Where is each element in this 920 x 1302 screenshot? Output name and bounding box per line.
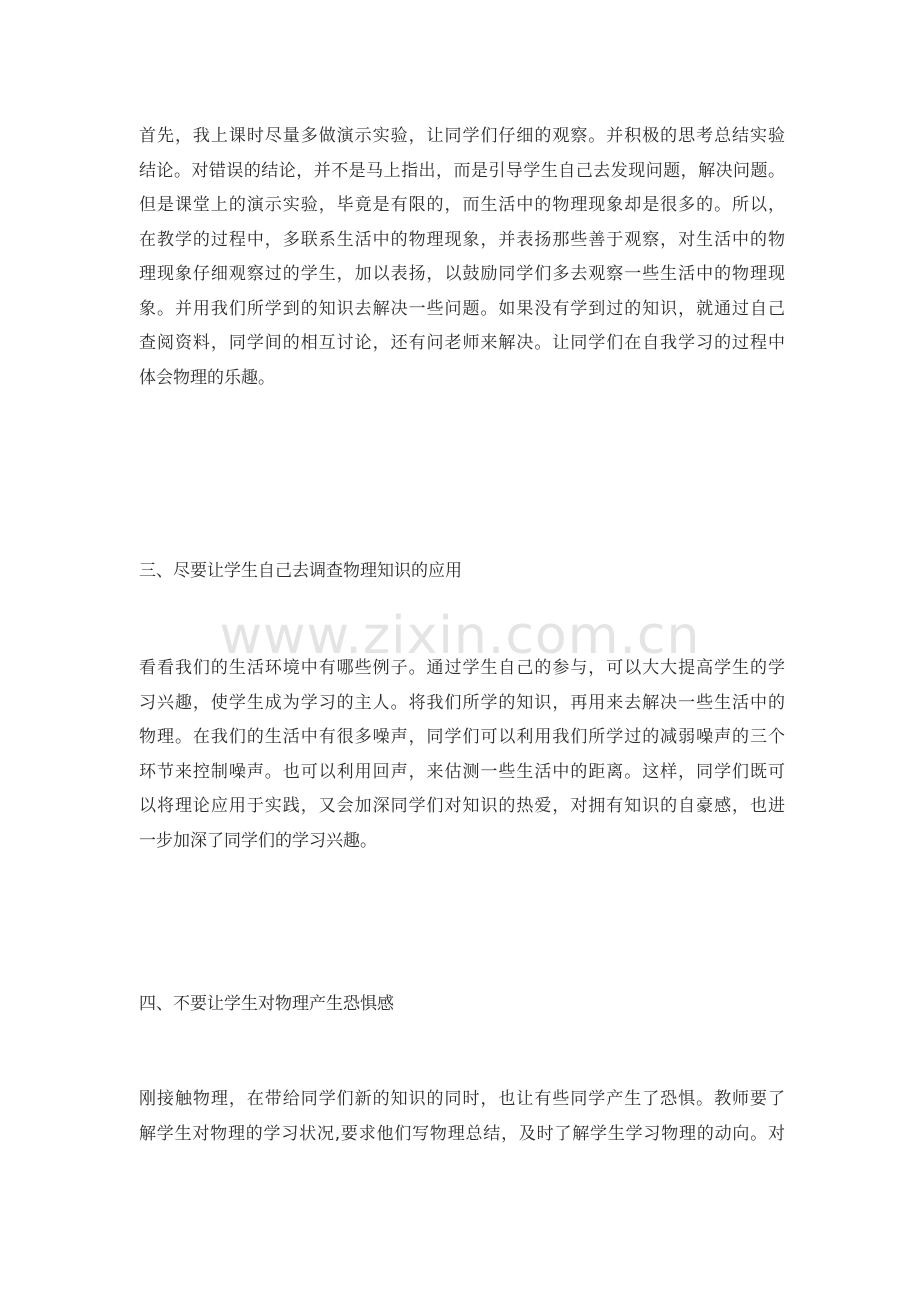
- section-heading-3: [139, 554, 785, 589]
- text-line: 以将理论应用于实践，又会加深同学们对知识的热爱，对拥有知识的自豪感，也进: [139, 796, 785, 816]
- paragraph-applications: [139, 651, 785, 858]
- text-line: 解学生对物理的学习状况,要求他们写物理总结，及时了解学生学习物理的动向。对: [139, 1123, 785, 1144]
- watermark: www.zixin.com.cn: [219, 606, 701, 666]
- section-heading-4: [139, 987, 785, 1022]
- text-line: 物理。在我们的生活中有很多噪声，同学们可以利用我们所学过的减弱噪声的三个: [139, 727, 785, 747]
- paragraph-experiments: [139, 119, 785, 395]
- text-line: 体会物理的乐趣。: [139, 367, 275, 388]
- text-line: 象。并用我们所学到的知识去解决一些问题。如果没有学到过的知识，就通过自己: [139, 298, 785, 319]
- text-line: 习兴趣，使学生成为学习的主人。将我们所学的知识，再用来去解决一些生活中的: [139, 692, 785, 713]
- text-line: 查阅资料，同学间的相互讨论，还有问老师来解决。让同学们在自我学习的过程中: [139, 333, 785, 353]
- text-line: 但是课堂上的演示实验，毕竟是有限的，而生活中的物理现象却是很多的。所以，: [139, 195, 785, 215]
- paragraph-fear: [139, 1082, 785, 1151]
- text-line: 环节来控制噪声。也可以利用回声，来估测一些生活中的距离。这样，同学们既可: [139, 761, 785, 782]
- heading-text: 四、不要让学生对物理产生恐惧感: [139, 994, 394, 1014]
- text-line: 刚接触物理，在带给同学们新的知识的同时，也让有些同学产生了恐惧。教师要了: [139, 1089, 785, 1109]
- heading-text: 三、尽要让学生自己去调查物理知识的应用: [139, 561, 462, 581]
- text-line: 看看我们的生活环境中有哪些例子。通过学生自己的参与，可以大大提高学生的学: [139, 658, 785, 678]
- text-line: 首先，我上课时尽量多做演示实验，让同学们仔细的观察。并积极的思考总结实验: [139, 126, 785, 146]
- text-line: 理现象仔细观察过的学生，加以表扬，以鼓励同学们多去观察一些生活中的物理现: [139, 264, 785, 284]
- text-line: 在教学的过程中，多联系生活中的物理现象，并表扬那些善于观察，对生活中的物: [139, 229, 785, 250]
- text-line: 结论。对错误的结论，并不是马上指出，而是引导学生自己去发现问题，解决问题。: [139, 160, 785, 181]
- text-line: 一步加深了同学们的学习兴趣。: [139, 830, 377, 851]
